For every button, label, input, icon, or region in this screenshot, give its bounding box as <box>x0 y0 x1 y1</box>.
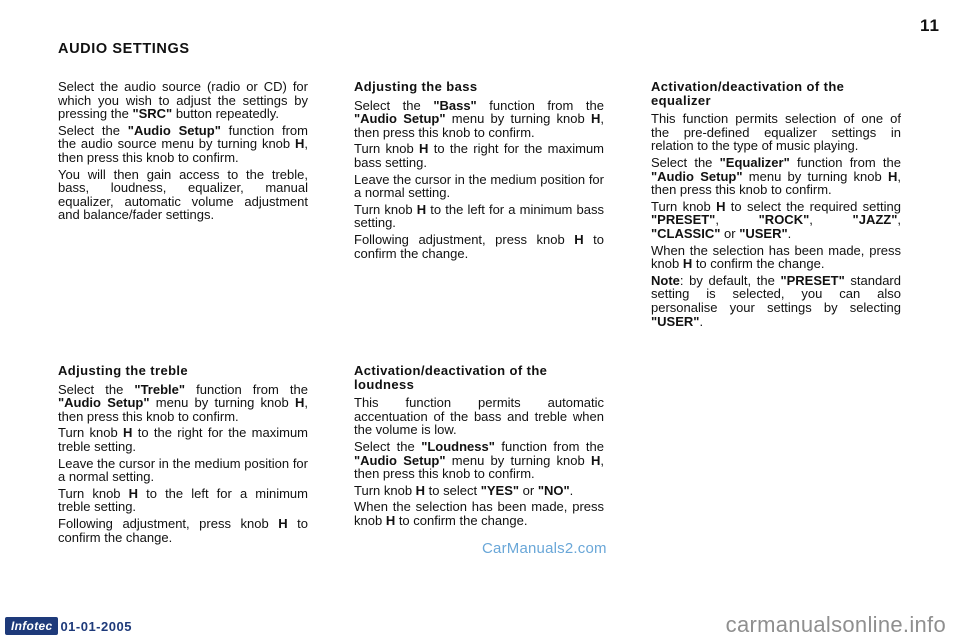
bold-term: H <box>128 485 139 501</box>
page-number: 11 <box>920 16 940 35</box>
paragraph: Select the "Equalizer" function from the "Audio Setup" menu by turning knob H, then press this knob to confirm. <box>651 154 902 198</box>
bold-term: H <box>574 231 584 247</box>
paragraph: Turn knob H to the right for the maximum treble setting. <box>58 425 309 454</box>
bold-term: H <box>415 482 426 498</box>
loudness-heading: Activation/deactivation of the loudness <box>354 363 548 392</box>
bold-term: "Loudness" <box>421 438 495 454</box>
paragraph: You will then gain access to the treble, bass, loudness, equalizer, manual equalizer, automatic volume adjustment and balance/fader settings. <box>58 166 308 223</box>
bold-term: "NO" <box>537 482 570 498</box>
bold-term: "PRESET" <box>780 272 845 288</box>
infotec-logo: Infotec <box>5 617 58 635</box>
intro-column <box>58 80 308 225</box>
bold-term: "Audio Setup" <box>354 111 446 127</box>
paragraph: When the selection has been made, press knob H to confirm the change. <box>651 242 901 272</box>
equalizer-heading: Activation/deactivation of the equalizer <box>651 79 845 108</box>
bold-term: H <box>278 515 288 531</box>
bold-term: "Audio Setup" <box>127 122 221 138</box>
bold-term: H <box>419 141 429 157</box>
paragraph: Following adjustment, press knob H to confirm the change. <box>58 515 308 545</box>
paragraph: Select the "Loudness" function from the "Audio Setup" menu by turning knob H, then press this knob to confirm. <box>354 438 605 482</box>
bold-term: H <box>295 395 305 411</box>
paragraph: Following adjustment, press knob H to confirm the change. <box>354 231 604 261</box>
loudness-column <box>354 364 604 531</box>
bold-term: H <box>416 201 427 217</box>
bold-term: "ROCK" <box>758 212 810 228</box>
paragraph: This function permits automatic accentuation of the bass and treble when the volume is low. <box>354 395 604 438</box>
footer <box>5 617 132 635</box>
paragraph: Select the audio source (radio or CD) for which you wish to adjust the settings by pressing the "SRC" button repeatedly. <box>58 79 308 122</box>
paragraph: Turn knob H to the right for the maximum bass setting. <box>354 141 605 170</box>
bold-term: "Audio Setup" <box>354 452 446 468</box>
bold-term: "Bass" <box>433 97 477 113</box>
bold-term: H <box>294 136 305 152</box>
bass-column <box>354 80 604 263</box>
bass-heading: Adjusting the bass <box>354 79 478 94</box>
paragraph: Select the "Bass" function from the "Audio Setup" menu by turning knob H, then press this knob to confirm. <box>354 97 605 140</box>
paragraph: This function permits selection of one of the pre-defined equalizer settings in relation to the type of music playing. <box>651 111 901 154</box>
bold-term: H <box>591 111 601 127</box>
bold-term: Note <box>651 272 680 288</box>
bold-term: "JAZZ" <box>852 212 898 228</box>
paragraph: Leave the cursor in the medium position for a normal setting. <box>58 455 308 485</box>
paragraph: Turn knob H to the left for a minimum bass setting. <box>354 201 604 231</box>
paragraph: When the selection has been made, press knob H to confirm the change. <box>354 499 604 528</box>
bold-term: H <box>591 452 601 468</box>
paragraph: Turn knob H to the left for a minimum treble setting. <box>58 485 308 515</box>
bold-term: "PRESET" <box>651 212 716 228</box>
bold-term: "USER" <box>739 225 788 241</box>
bold-term: "Treble" <box>134 381 186 397</box>
paragraph: Turn knob H to select "YES" or "NO". <box>354 482 574 498</box>
bold-term: "SRC" <box>132 106 173 122</box>
bold-term: H <box>716 198 726 214</box>
paragraph: Select the "Audio Setup" function from the audio source menu by turning knob H, then press this knob to confirm. <box>58 122 308 165</box>
paragraph: Turn knob H to select the required setting "PRESET", "ROCK", "JAZZ", "CLASSIC" or "USER". <box>651 198 901 241</box>
paragraph: Select the "Treble" function from the "Audio Setup" menu by turning knob H, then press this knob to confirm. <box>58 381 309 424</box>
bold-term: "Equalizer" <box>719 154 790 170</box>
bold-term: H <box>682 256 693 272</box>
section-title: AUDIO SETTINGS <box>58 41 190 57</box>
bold-term: "Audio Setup" <box>58 395 150 411</box>
carmanuals-watermark: CarManuals2.com <box>482 540 607 557</box>
bold-term: "Audio Setup" <box>651 168 743 184</box>
bold-term: H <box>123 425 133 441</box>
bold-term: "USER" <box>651 313 700 329</box>
bold-term: H <box>888 168 898 184</box>
footer-date: 01-01-2005 <box>60 618 132 634</box>
carmanualsonline-watermark: carmanualsonline.info <box>725 612 946 637</box>
paragraph: Leave the cursor in the medium position for a normal setting. <box>354 171 604 201</box>
treble-heading: Adjusting the treble <box>58 363 189 378</box>
bold-term: "YES" <box>480 482 520 498</box>
treble-column <box>58 364 308 547</box>
paragraph: Note: by default, the "PRESET" standard setting is selected, you can also personalise your settings by selecting "USER". <box>651 272 901 329</box>
bold-term: H <box>385 512 396 528</box>
equalizer-column <box>651 80 901 331</box>
bold-term: "CLASSIC" <box>651 225 721 241</box>
